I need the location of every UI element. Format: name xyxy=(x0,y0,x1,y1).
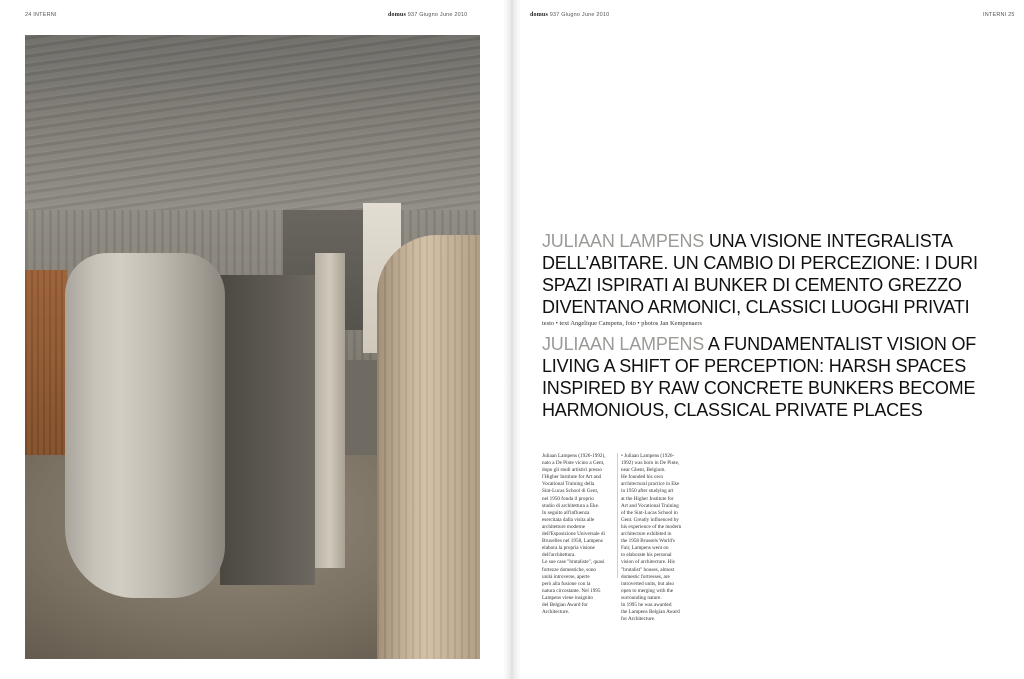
left-page-number: 24 xyxy=(25,12,32,18)
headline-english xyxy=(542,333,1002,421)
right-center-folio xyxy=(530,12,609,18)
left-folio xyxy=(25,12,57,18)
right-folio xyxy=(983,12,1015,18)
right-section-label: INTERNI xyxy=(983,12,1007,18)
left-center-folio xyxy=(388,12,467,18)
article-credits: testo • text Angelique Campens, foto • photos Jan Kempenaers xyxy=(542,320,702,327)
right-magazine-name: domus xyxy=(530,12,549,18)
right-issue-label: 937 Giugno June 2010 xyxy=(549,12,610,18)
photo-concrete-cylinder xyxy=(65,253,225,598)
headline-italian-name: JULIAAN LAMPENS xyxy=(542,231,705,251)
interior-photo xyxy=(25,35,480,659)
spread-gutter xyxy=(503,0,521,679)
headline-italian xyxy=(542,230,1002,318)
photo-wooden-cylinder xyxy=(377,235,480,659)
photo-shadow-interior xyxy=(220,275,315,585)
left-issue-label: 937 Giugno June 2010 xyxy=(407,12,468,18)
left-magazine-name: domus xyxy=(388,12,407,18)
photo-wood-partition xyxy=(315,253,345,568)
left-page xyxy=(0,0,511,679)
body-text-english: • Juliaan Lampens (1926- 1992) was born in De Pinte, near Ghent, Belgium. He founded his own architectural practice in Eke in 1950 after studying art at the Higher Institute for Art and Vocational Training of the Sint-Lucas School in Gent. Greatly influenced by his experience of the modern architecture exhibited in the 1958 Brussels World's Fair, Lampens went on to elaborate his personal vision of architecture. His "brutalist" houses, almost domestic fortresses, are introverted units, but also open to merging with the surrounding nature. In 1995 he was awarded the Lampens Belgian Award for Architecture. xyxy=(621,453,682,623)
headline-english-text: A FUNDAMENTALIST VISION OF LIVING A SHIFT OF PERCEPTION: HARSH SPACES INSPIRED BY RAW CONCRETE BUNKERS BECOME HARMONIOUS, CLASSICAL PRIVATE PLACES xyxy=(542,334,977,420)
headline-italian-text: UNA VISIONE INTEGRALISTA DELL’ABITARE. UN CAMBIO DI PERCEZIONE: I DURI SPAZI ISPIRATI AI BUNKER DI CEMENTO GREZZO DIVENTANO ARMONICI, CLASSICI LUOGHI PRIVATI xyxy=(542,231,978,317)
column-rule xyxy=(617,453,618,578)
left-section-label: INTERNI xyxy=(33,12,57,18)
right-page-number: 25 xyxy=(1008,12,1015,18)
body-text-italian: Juliaan Lampens (1926-1992), nato a De Pinte vicino a Gent, dopo gli studi artistici presso l'Higher Institute for Art and Vocational Training della Sint-Lucas School di Gent, nel 1950 fonda il proprio studio di architettura a Eke. In seguito all'influenza esercitata dalla visita alle architetture moderne dell'Esposizione Universale di Bruxelles nel 1958, Lampens elabora la propria visione dell'architettura. Le sue case "brutaliste", quasi fortezze domestiche, sono unità introverse, aperte però alla fusione con la natura circostante. Nel 1995 Lampens viene insignito del Belgian Award for Architecture. xyxy=(542,453,606,616)
headline-english-name: JULIAAN LAMPENS xyxy=(542,334,705,354)
